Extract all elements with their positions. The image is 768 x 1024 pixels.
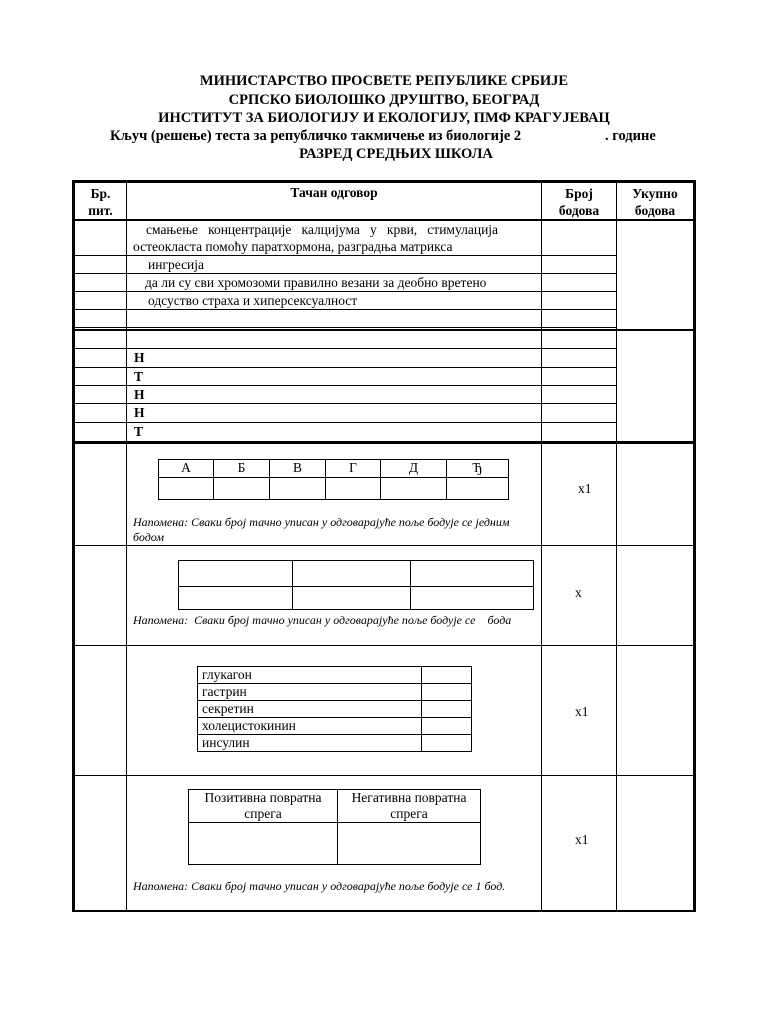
header-question-number: Бр. пит. bbox=[88, 186, 113, 218]
blank-note: Напомена: Сваки број тачно уписан у одговарајуће поље бодује се бода bbox=[133, 613, 512, 627]
letter-header-dj: Ђ bbox=[472, 460, 483, 475]
hormone-1: глукагон bbox=[202, 667, 252, 682]
letters-points: x1 bbox=[578, 481, 592, 496]
answer-row-1-line-1: смањење концентрације калцијума у крви, стимулација bbox=[146, 222, 499, 237]
answer-row-1-line-2: остеокласта помоћу паратхормона, разградња матрикса bbox=[133, 239, 453, 254]
institute-title: ИНСТИТУТ ЗА БИОЛОГИЈУ И ЕКОЛОГИЈУ, ПМФ КРАГУЈЕВАЦ bbox=[158, 110, 610, 126]
hormone-2: гастрин bbox=[202, 684, 247, 699]
ministry-title: МИНИСТАРСТВО ПРОСВЕТЕ РЕПУБЛИКЕ СРБИЈЕ bbox=[199, 73, 569, 89]
true-false-answer-1: Н bbox=[134, 350, 145, 365]
true-false-answer-4: Н bbox=[134, 405, 145, 420]
answer-row-2: ингресија bbox=[148, 257, 205, 272]
hormone-5: инсулин bbox=[202, 735, 250, 750]
letter-header-v: В bbox=[292, 460, 302, 475]
letter-header-b: Б bbox=[237, 460, 246, 475]
feedback-note: Напомена: Сваки број тачно уписан у одговарајуће поље бодује се 1 бод. bbox=[133, 879, 506, 893]
blank-points: x bbox=[575, 585, 582, 600]
header-points: Број бодова bbox=[558, 186, 600, 218]
letters-note-line-2: бодом bbox=[133, 530, 164, 544]
grade-title: РАЗРЕД СРЕДЊИХ ШКОЛА bbox=[299, 146, 493, 162]
feedback-points: x1 bbox=[575, 832, 589, 847]
hormones-points: x1 bbox=[575, 704, 589, 719]
header-total-points: Укупно бодова bbox=[632, 186, 678, 218]
letter-header-g: Г bbox=[349, 460, 357, 475]
answer-row-4: одсуство страха и хиперсексуалност bbox=[148, 293, 358, 308]
true-false-answer-3: Н bbox=[134, 387, 145, 402]
letter-header-a: А bbox=[181, 460, 191, 475]
negative-feedback-header: Негативна повратна спрега bbox=[351, 790, 467, 821]
header-correct-answer: Тачан одговор bbox=[290, 185, 378, 200]
hormone-3: секретин bbox=[202, 701, 254, 716]
true-false-answer-5: Т bbox=[134, 424, 144, 439]
test-key-text: Кључ (решење) теста за републичко такмичење из биологије 2 bbox=[110, 128, 522, 144]
positive-feedback-header: Позитивна повратна спрега bbox=[204, 790, 322, 821]
true-false-answer-2: Т bbox=[134, 369, 144, 384]
test-key-year: . године bbox=[605, 128, 656, 144]
hormone-4: холецистокинин bbox=[202, 718, 296, 733]
society-title: СРПСКО БИОЛОШКО ДРУШТВО, БЕОГРАД bbox=[228, 92, 540, 108]
letter-header-d: Д bbox=[408, 460, 419, 475]
answer-row-3: да ли су сви хромозоми правилно везани за деобно вретено bbox=[145, 275, 487, 290]
letters-note-line-1: Напомена: Сваки број тачно уписан у одговарајуће поље бодује се једним bbox=[133, 515, 510, 529]
